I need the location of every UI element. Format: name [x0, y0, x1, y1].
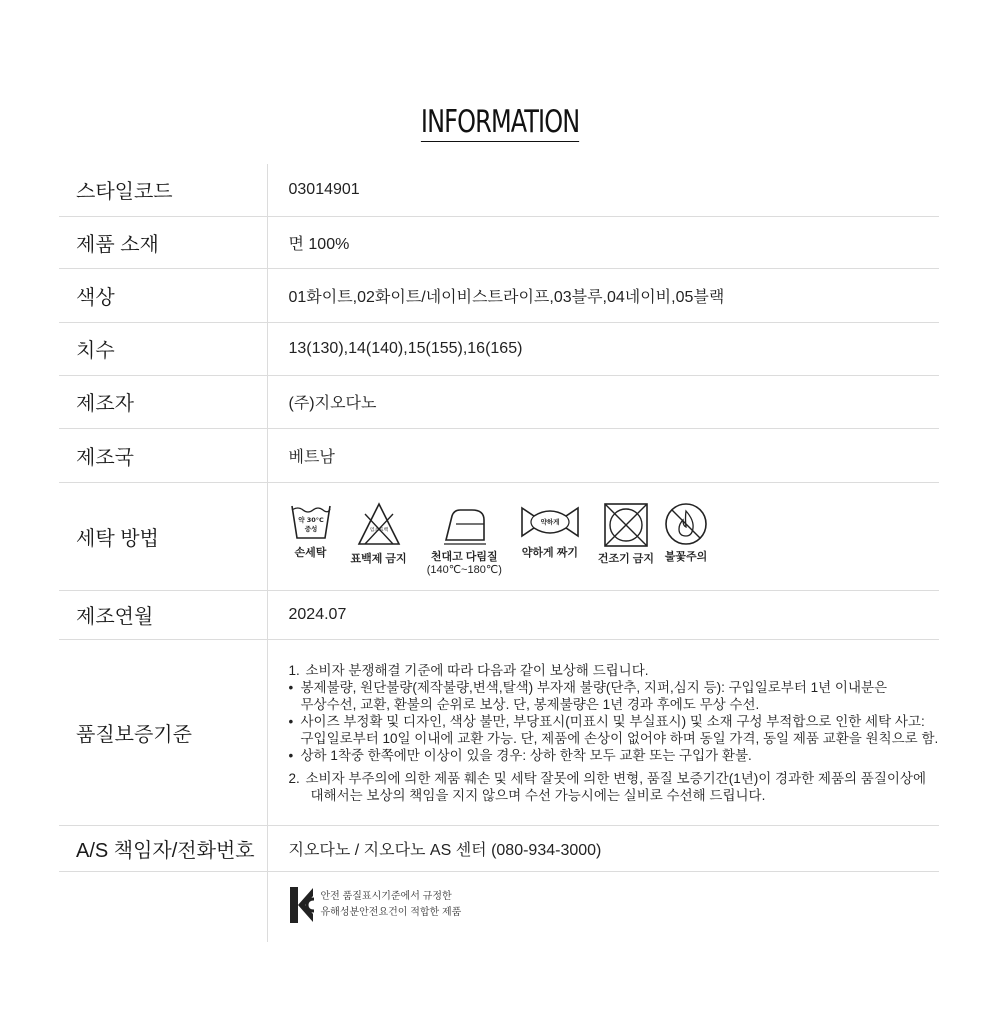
kc-certification — [289, 880, 940, 934]
row-quality — [59, 639, 939, 825]
row-label: 스타일코드 — [59, 164, 267, 216]
hand-wash-temp: 약 30°C — [297, 515, 324, 524]
quality-line: 구입일로부터 10일 이내에 교환 가능. 단, 제품에 손상이 없어야 하며 동일 가격, 동일 제품 교환을 원칙으로 함. — [300, 731, 939, 746]
wring-inner: 약하게 — [540, 517, 560, 526]
care-caption: 불꽃주의 — [664, 550, 708, 563]
row-washing — [59, 482, 939, 590]
row-value: 01화이트,02화이트/네이비스트라이프,03블루,04네이비,05블랙 — [288, 288, 725, 306]
care-item-fire — [664, 502, 708, 564]
kc-text — [321, 889, 462, 921]
kc-line-1: 안전 품질표시기준에서 규정한 — [320, 890, 452, 902]
row-value: 2024.07 — [288, 605, 347, 623]
care-caption: 표백제 금지 — [350, 552, 407, 565]
care-caption: 약하게 짜기 — [521, 546, 578, 559]
quality-line: 대해서는 보상의 책임을 지지 않으며 수선 가능시에는 실비로 수선해 드립니다. — [310, 788, 766, 803]
row-label: 제품 소재 — [59, 216, 267, 268]
kc-line-2: 유해성분안전요건이 적합한 제품 — [320, 906, 462, 918]
hand-wash-neutral: 중성 — [304, 524, 317, 533]
row-kc — [59, 871, 939, 942]
hand-wash-icon — [289, 502, 333, 542]
quality-line: 무상수선, 교환, 환불의 순위로 보상. 단, 봉제불량은 1년 경과 후에도 무상 수선. — [300, 697, 760, 712]
row-country — [59, 428, 939, 482]
page-title — [0, 104, 1000, 142]
wring-gently-icon — [520, 502, 580, 542]
care-item-wring — [520, 502, 580, 560]
care-sub-caption: (140℃~180℃) — [426, 563, 502, 576]
row-label: 색상 — [59, 268, 267, 322]
quality-line: 상하 1착중 한쪽에만 이상이 있을 경우: 상하 한착 모두 교환 또는 구입가 환불. — [300, 748, 752, 763]
care-item-hand-wash — [289, 502, 333, 560]
quality-line: 소비자 분쟁해결 기준에 따라 다음과 같이 보상해 드립니다. — [305, 663, 649, 678]
row-label: A/S 책임자/전화번호 — [59, 825, 267, 871]
row-label: 세탁 방법 — [59, 482, 267, 590]
washing-icons-cell — [267, 482, 939, 590]
row-value: (주)지오다노 — [288, 395, 377, 412]
quality-line: 사이즈 부정확 및 디자인, 색상 불만, 부당표시(미표시 및 부실표시) 및 소재 구성 부적합으로 인한 세탁 사고: — [300, 714, 925, 729]
row-size — [59, 322, 939, 375]
row-value: 03014901 — [288, 180, 360, 198]
care-caption: 건조기 금지 — [597, 552, 655, 565]
no-tumble-dry-icon — [603, 502, 649, 548]
row-as — [59, 825, 939, 871]
row-maker — [59, 375, 939, 428]
kc-mark-icon — [289, 886, 315, 924]
bullet: • — [288, 748, 294, 763]
row-value: 지오다노 / 지오다노 AS 센터 (080-934-3000) — [288, 841, 602, 859]
row-label: 제조국 — [59, 428, 267, 482]
fire-caution-icon — [664, 502, 708, 546]
care-caption: 손세탁 — [294, 546, 327, 559]
quality-guarantee-text — [289, 646, 940, 818]
quality-line: 봉제불량, 원단불량(제작불량,변색,탈색) 부자재 불량(단추, 지퍼,심지 등): 구입일로부터 1년 이내분은 — [300, 680, 888, 695]
row-value: 면 100% — [288, 235, 350, 253]
row-material — [59, 216, 939, 268]
product-info-table — [59, 164, 939, 942]
page-title-text: INFORMATION — [420, 104, 580, 140]
row-label-empty — [59, 871, 267, 942]
care-caption: 천대고 다림질 — [430, 550, 498, 563]
row-label: 치수 — [59, 322, 267, 375]
quality-line: 소비자 부주의에 의한 제품 훼손 및 세탁 잘못에 의한 변형, 품질 보증기간(1년)이 경과한 제품의 품질이상에 — [305, 771, 926, 786]
list-number: 1. — [288, 663, 300, 678]
no-bleach-inner: 염소표백 — [369, 527, 388, 533]
care-item-no-bleach — [351, 502, 407, 566]
care-item-no-dryer — [598, 502, 654, 566]
bullet: • — [288, 714, 294, 729]
row-value: 13(130),14(140),15(155),16(165) — [288, 339, 523, 357]
row-color — [59, 268, 939, 322]
list-number: 2. — [288, 771, 300, 786]
row-date — [59, 590, 939, 639]
care-item-iron — [427, 502, 502, 577]
row-value: 베트남 — [288, 448, 335, 466]
kc-cell — [267, 871, 939, 942]
quality-text-cell — [267, 639, 939, 825]
row-style-code — [59, 164, 939, 216]
row-label: 제조연월 — [59, 590, 267, 639]
care-icon-list — [289, 496, 940, 577]
bullet: • — [288, 680, 294, 695]
no-bleach-icon — [357, 502, 401, 548]
row-label: 제조자 — [59, 375, 267, 428]
row-label: 품질보증기준 — [59, 639, 267, 825]
iron-icon — [440, 502, 488, 546]
